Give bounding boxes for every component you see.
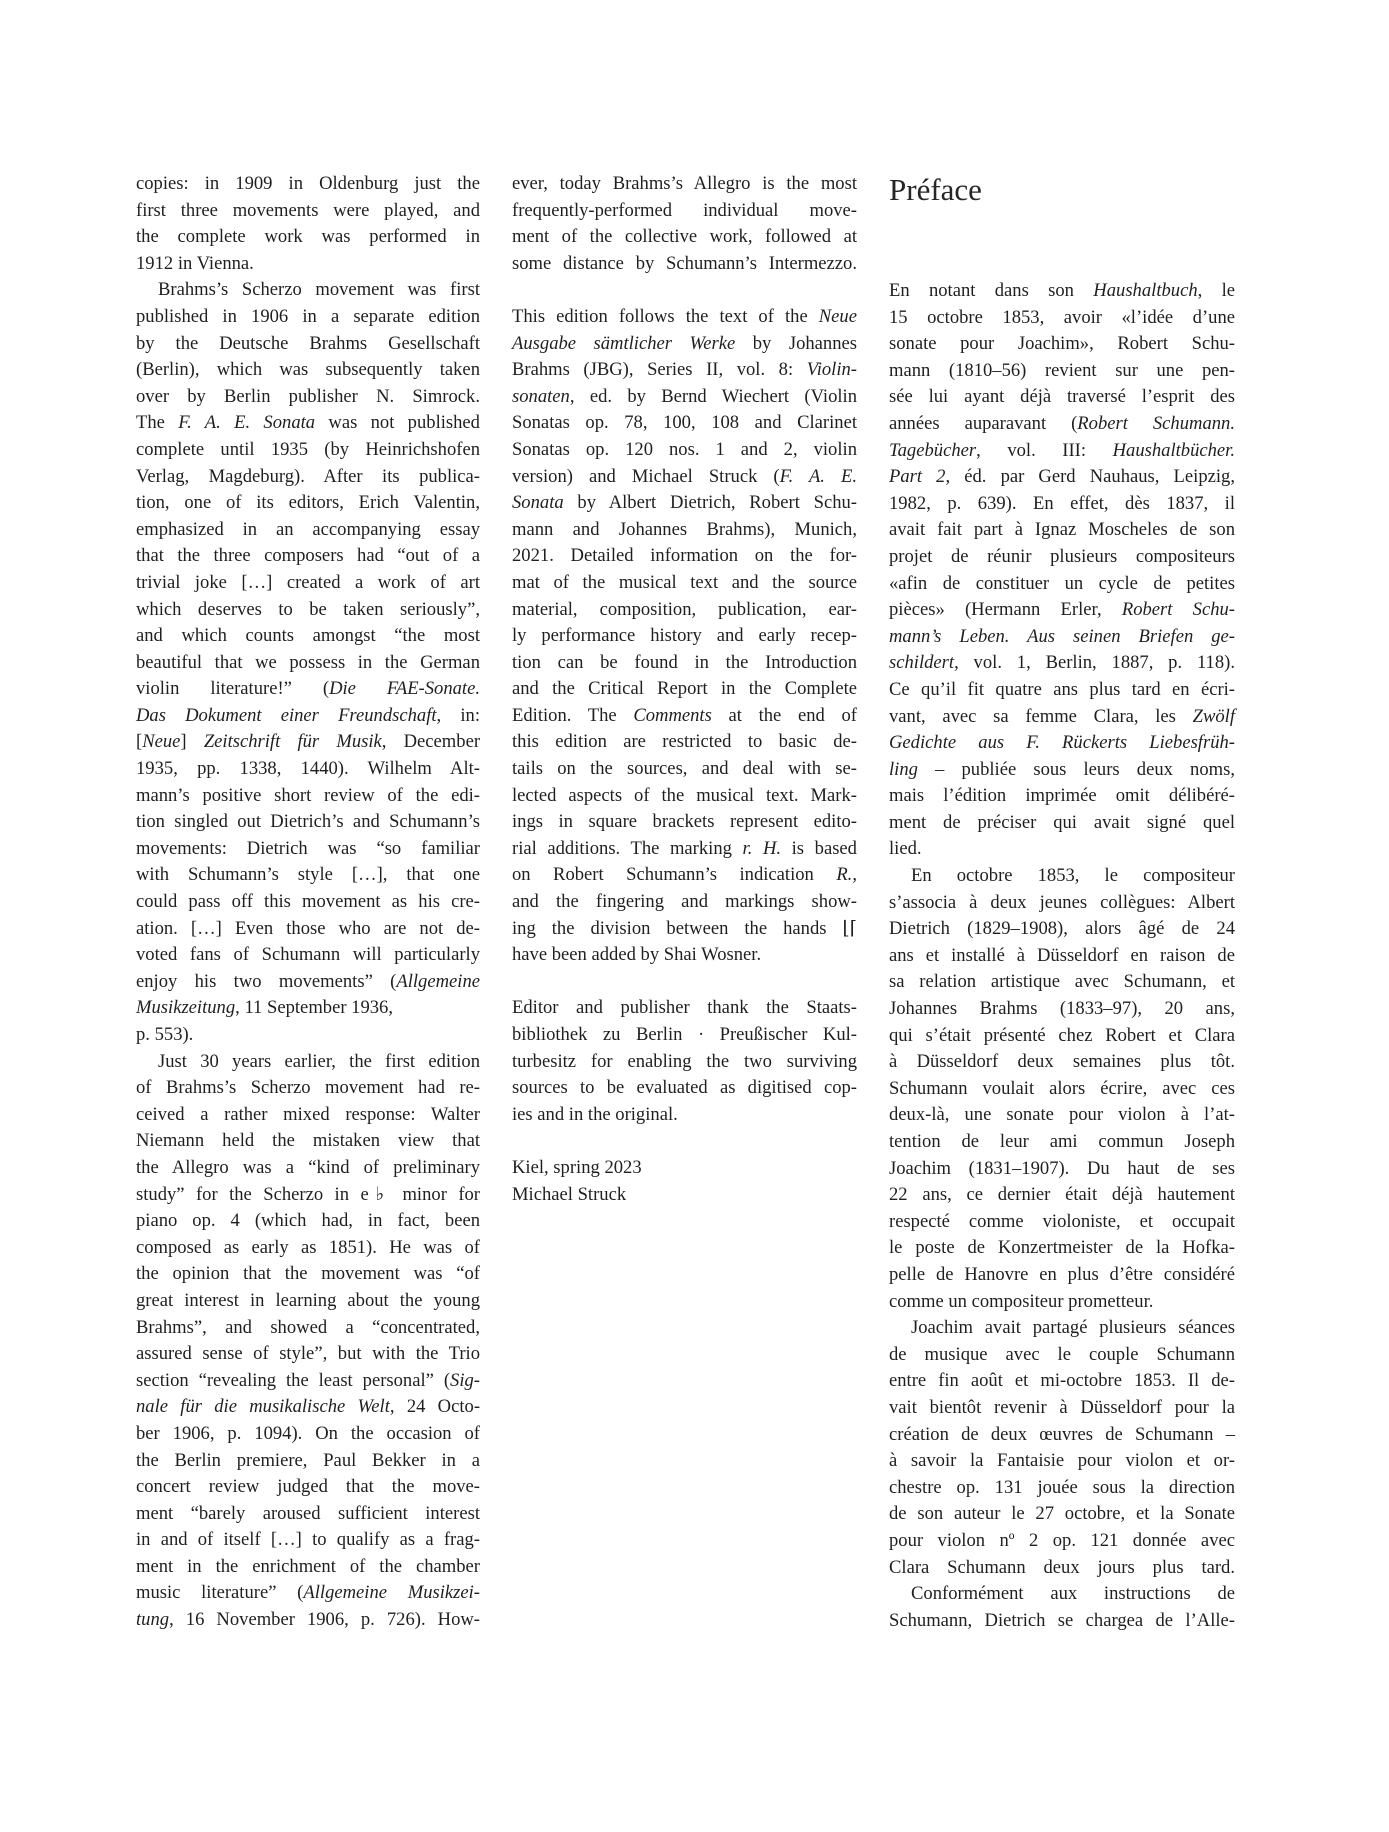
text-line: mais l’édition imprimée omit délibéré- xyxy=(889,785,1235,807)
text-line: over by Berlin publisher N. Simrock. xyxy=(136,385,480,407)
text-line: trivial joke […] created a work of art xyxy=(136,571,480,593)
text-line: Sonatas op. 78, 100, 108 and Clarinet xyxy=(512,412,857,434)
text-line: sée lui ayant déjà traversé l’esprit des xyxy=(889,386,1235,408)
text-line: Ce qu’il fit quatre ans plus tard en écri- xyxy=(889,678,1235,700)
text-line: the Berlin premiere, Paul Bekker in a xyxy=(136,1449,480,1471)
text-line: published in 1906 in a separate edition xyxy=(136,305,480,327)
text-line: the opinion that the movement was “of xyxy=(136,1263,480,1285)
text-line: The F. A. E. Sonata was not published xyxy=(136,412,480,434)
text-line: the Allegro was a “kind of preliminary xyxy=(136,1156,480,1178)
text-line: 15 octobre 1853, avoir «l’idée d’une xyxy=(889,306,1235,328)
text-line: have been added by Shai Wosner. xyxy=(512,944,762,966)
text-line: création de deux œuvres de Schumann – xyxy=(889,1423,1235,1445)
text-line: ies and in the original. xyxy=(512,1103,678,1125)
text-line: Conformément aux instructions de xyxy=(911,1583,1235,1605)
text-line: ment “barely aroused sufficient interest xyxy=(136,1502,480,1524)
text-line: the complete work was performed in xyxy=(136,226,480,248)
text-line: 1982, p. 639). En effet, dès 1837, il xyxy=(889,492,1235,514)
text-line: ans et installé à Düsseldorf en raison de xyxy=(889,944,1235,966)
text-line: Sonata by Albert Dietrich, Robert Schu- xyxy=(512,492,857,514)
text-line: deux-là, une sonate pour violon à l’at- xyxy=(889,1104,1235,1126)
text-line: pièces» (Hermann Erler, Robert Schu- xyxy=(889,599,1236,621)
text-line: great interest in learning about the young xyxy=(136,1289,480,1311)
text-line: beautiful that we possess in the German xyxy=(136,651,480,673)
text-line: Joachim (1831–1907). Du haut de ses xyxy=(889,1157,1235,1179)
text-line: lied. xyxy=(889,838,922,860)
text-line: ment in the enrichment of the chamber xyxy=(136,1555,480,1577)
text-line: Schumann voulait alors écrire, avec ces xyxy=(889,1077,1235,1099)
text-line: music literature” (Allgemeine Musikzei- xyxy=(136,1582,480,1604)
text-line: 2021. Detailed information on the for- xyxy=(512,545,857,567)
text-line: comme un compositeur prometteur. xyxy=(889,1290,1154,1312)
text-line: copies: in 1909 in Oldenburg just the xyxy=(136,173,480,194)
text-line: by the Deutsche Brahms Gesellschaft xyxy=(136,332,480,354)
column-english-1 xyxy=(136,171,480,1634)
text-line: Musikzeitung, 11 September 1936, xyxy=(136,997,394,1019)
text-line: of Brahms’s Scherzo movement had re- xyxy=(136,1077,480,1099)
text-line: violin literature!” (Die FAE-Sonate. xyxy=(136,678,480,700)
text-line: Just 30 years earlier, the first edition xyxy=(158,1050,480,1072)
text-line: some distance by Schumann’s Intermezzo. xyxy=(512,252,857,274)
text-line: à savoir la Fantaisie pour violon et or- xyxy=(889,1450,1235,1472)
text-line: sonate pour Joachim», Robert Schu- xyxy=(889,333,1235,355)
text-line: En octobre 1853, le compositeur xyxy=(911,865,1235,887)
text-line: Editor and publisher thank the Staats- xyxy=(512,997,857,1019)
text-line: respecté comme violoniste, et occupait xyxy=(889,1210,1235,1232)
text-line: tention de leur ami commun Joseph xyxy=(889,1131,1235,1152)
text-line: ber 1906, p. 1094). On the occasion of xyxy=(136,1422,480,1444)
text-line: p. 553). xyxy=(136,1024,194,1045)
text-line: ly performance history and early recep- xyxy=(512,625,857,647)
text-line: le poste de Konzertmeister de la Hofka- xyxy=(889,1237,1235,1259)
text-line: This edition follows the text of the Neue xyxy=(512,305,857,327)
text-line: Brahms”, and showed a “concentrated, xyxy=(136,1316,480,1338)
text-line: tion singled out Dietrich’s and Schumann’s xyxy=(136,811,480,833)
text-line: concert review judged that the move- xyxy=(136,1476,480,1498)
text-line: and the Critical Report in the Complete xyxy=(512,678,857,700)
text-line: vait bientôt revenir à Düsseldorf pour la xyxy=(889,1396,1235,1418)
text-line: ceived a rather mixed response: Walter xyxy=(136,1103,480,1125)
text-line: which deserves to be taken seriously”, xyxy=(136,598,480,620)
text-line: version) and Michael Struck (F. A. E. xyxy=(512,465,857,487)
text-line: avait fait part à Ignaz Moscheles de son xyxy=(889,519,1235,541)
text-line xyxy=(512,1128,857,1155)
text-line: assured sense of style”, but with the Trio xyxy=(136,1343,480,1365)
text-line: Tagebücher, vol. III: Haushaltbücher. xyxy=(889,439,1235,461)
text-line: Sonatas op. 120 nos. 1 and 2, violin xyxy=(512,438,857,460)
text-line: de musique avec le couple Schumann xyxy=(889,1343,1235,1365)
text-line: Michael Struck xyxy=(512,1183,627,1205)
text-line xyxy=(512,969,857,996)
text-line: qui s’était présenté chez Robert et Clara xyxy=(889,1024,1235,1046)
text-line: Edition. The Comments at the end of xyxy=(512,704,857,726)
text-line: chestre op. 131 jouée sous la direction xyxy=(889,1476,1235,1498)
text-line: lected aspects of the musical text. Mark- xyxy=(512,784,857,806)
text-line: ation. […] Even those who are not de- xyxy=(136,917,480,939)
text-line: voted fans of Schumann will particularly xyxy=(136,944,480,966)
text-line: bibliothek zu Berlin · Preußischer Kul- xyxy=(512,1024,857,1045)
text-line: ling – publiée sous leurs deux noms, xyxy=(889,758,1235,780)
text-line: Verlag, Magdeburg). After its publica- xyxy=(136,465,480,487)
text-line: this edition are restricted to basic de- xyxy=(512,731,857,753)
text-line: and the fingering and markings show- xyxy=(512,891,857,913)
text-line: on Robert Schumann’s indication R., xyxy=(512,864,857,886)
text-line: nale für die musikalische Welt, 24 Octo- xyxy=(136,1396,481,1418)
text-line: emphasized in an accompanying essay xyxy=(136,518,480,540)
text-line: 22 ans, ce dernier était déjà hautement xyxy=(889,1184,1235,1206)
text-line: mann’s Leben. Aus seinen Briefen ge- xyxy=(889,625,1235,647)
text-line: Brahms’s Scherzo movement was first xyxy=(158,279,480,301)
text-line: mat of the musical text and the source xyxy=(512,571,857,593)
text-line: schildert, vol. 1, Berlin, 1887, p. 118). xyxy=(889,652,1235,674)
text-line: Part 2, éd. par Gerd Nauhaus, Leipzig, xyxy=(889,466,1235,488)
text-line: 1912 in Vienna. xyxy=(136,252,254,274)
text-line: and which counts amongst “the most xyxy=(136,625,480,647)
text-line: first three movements were played, and xyxy=(136,199,480,221)
text-line: ing the division between the hands ⌊⌈ xyxy=(512,917,857,939)
text-line: ment de préciser qui avait signé quel xyxy=(889,811,1235,833)
text-line: projet de réunir plusieurs compositeurs xyxy=(889,545,1235,567)
text-line: (Berlin), which was subsequently taken xyxy=(136,359,480,381)
text-line: [Neue] Zeitschrift für Musik, December xyxy=(136,731,481,753)
text-line: study” for the Scherzo in e♭ minor for xyxy=(136,1183,480,1205)
text-line: movements: Dietrich was “so familiar xyxy=(136,837,480,859)
text-line: Johannes Brahms (1833–97), 20 ans, xyxy=(889,998,1235,1020)
text-line: ings in square brackets represent edito- xyxy=(512,811,857,833)
text-line: Kiel, spring 2023 xyxy=(512,1156,642,1178)
text-line: complete until 1935 (by Heinrichshofen xyxy=(136,438,480,460)
text-line: années auparavant (Robert Schumann. xyxy=(889,412,1235,434)
text-line: à Düsseldorf deux semaines plus tôt. xyxy=(889,1051,1235,1073)
text-line: Das Dokument einer Freundschaft, in: xyxy=(136,704,480,726)
text-line: ment of the collective work, followed at xyxy=(512,226,857,248)
text-line: «afin de constituer un cycle de petites xyxy=(889,572,1235,594)
text-line: that the three composers had “out of a xyxy=(136,545,480,567)
text-line: Niemann held the mistaken view that xyxy=(136,1130,480,1152)
preface-heading: Préface xyxy=(889,172,982,207)
text-line: tion can be found in the Introduction xyxy=(512,651,857,673)
text-line: Gedichte aus F. Rückerts Liebesfrüh- xyxy=(889,732,1235,754)
text-line: s’associa à deux jeunes collègues: Albert xyxy=(889,891,1235,913)
text-line: in and of itself […] to qualify as a frag- xyxy=(136,1529,480,1551)
text-line: material, composition, publication, ear- xyxy=(512,598,857,620)
text-line: Dietrich (1829–1908), alors âgé de 24 xyxy=(889,918,1235,940)
text-line: Joachim avait partagé plusieurs séances xyxy=(911,1317,1235,1339)
text-line: tung, 16 November 1906, p. 726). How- xyxy=(136,1609,480,1631)
text-line: enjoy his two movements” (Allgemeine xyxy=(136,970,480,992)
column-french-preface xyxy=(889,278,1235,1634)
text-line: piano op. 4 (which had, in fact, been xyxy=(136,1210,480,1232)
text-line: 1935, pp. 1338, 1440). Wilhelm Alt- xyxy=(136,758,480,780)
text-line: with Schumann’s style […], that one xyxy=(136,864,480,886)
text-line: Brahms (JBG), Series II, vol. 8: Violin- xyxy=(512,359,857,381)
text-line: turbesitz for enabling the two surviving xyxy=(512,1050,857,1072)
text-line: tion, one of its editors, Erich Valentin, xyxy=(136,492,480,514)
text-line: mann’s positive short review of the edi- xyxy=(136,784,480,806)
text-line: rial additions. The marking r. H. is based xyxy=(512,837,857,859)
text-line: sonaten, ed. by Bernd Wiechert (Violin xyxy=(512,385,857,407)
text-line: de son auteur le 27 octobre, et la Sonate xyxy=(889,1503,1235,1525)
text-line: pour violon nº 2 op. 121 donnée avec xyxy=(889,1529,1235,1551)
text-line: vant, avec sa femme Clara, les Zwölf xyxy=(889,705,1235,727)
text-line: frequently-performed individual move- xyxy=(512,199,857,221)
text-line: tails on the sources, and deal with se- xyxy=(512,758,857,780)
text-line: sa relation artistique avec Schumann, et xyxy=(889,971,1235,993)
column-english-2 xyxy=(512,171,857,1208)
text-line xyxy=(512,277,857,304)
text-line: section “revealing the least personal” (Sig- xyxy=(136,1369,480,1391)
text-line: mann and Johannes Brahms), Munich, xyxy=(512,518,857,540)
text-line: could pass off this movement as his cre- xyxy=(136,891,480,913)
text-line: mann (1810–56) revient sur une pen- xyxy=(889,359,1235,381)
text-line: Schumann, Dietrich se chargea de l’Alle- xyxy=(889,1609,1235,1631)
text-line: sources to be evaluated as digitised cop- xyxy=(512,1077,857,1099)
text-line: Clara Schumann deux jours plus tard. xyxy=(889,1556,1235,1578)
text-line: entre fin août et mi-octobre 1853. Il de- xyxy=(889,1370,1235,1392)
text-line: pelle de Hanovre en plus d’être considéré xyxy=(889,1263,1235,1285)
text-line: composed as early as 1851). He was of xyxy=(136,1236,480,1258)
text-line: En notant dans son Haushaltbuch, le xyxy=(889,280,1236,301)
text-line: Ausgabe sämtlicher Werke by Johannes xyxy=(512,332,858,354)
text-line: ever, today Brahms’s Allegro is the most xyxy=(512,173,857,194)
